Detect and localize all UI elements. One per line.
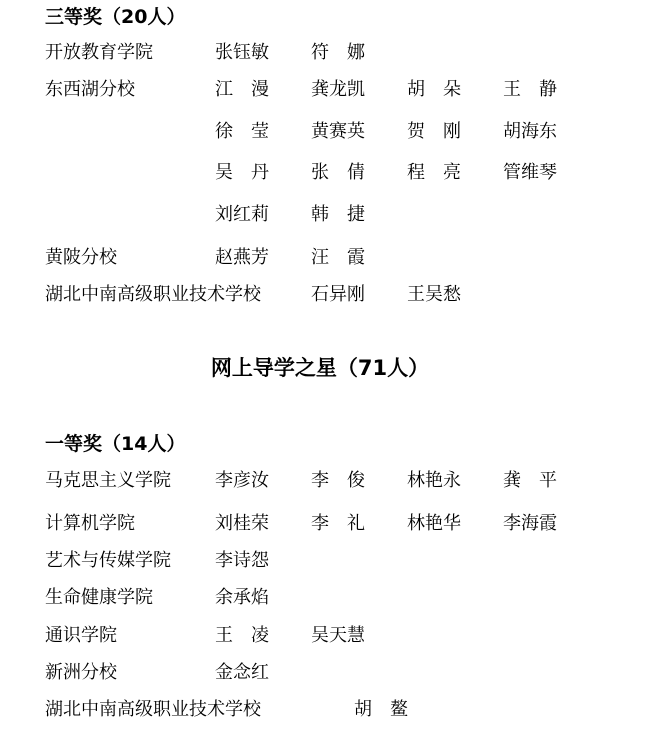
list-item bbox=[0, 549, 660, 573]
list-item bbox=[0, 661, 660, 685]
awardee-name: 林艳华 bbox=[407, 513, 461, 534]
awardee-name: 林艳永 bbox=[407, 470, 461, 491]
list-item bbox=[0, 246, 660, 270]
list-item bbox=[0, 120, 660, 144]
awardee-name: 张 倩 bbox=[311, 162, 365, 183]
list-item bbox=[0, 469, 660, 493]
awardee-name: 余承焰 bbox=[215, 587, 269, 608]
awardee-name: 黄赛英 bbox=[311, 121, 365, 142]
awardee-name: 王 静 bbox=[503, 79, 557, 100]
list-item bbox=[0, 161, 660, 185]
section-title: 网上导学之星（71人） bbox=[210, 356, 430, 380]
awardee-name: 张钰敏 bbox=[215, 42, 269, 63]
list-item bbox=[0, 586, 660, 610]
awardee-name: 符 娜 bbox=[311, 42, 365, 63]
org-name: 计算机学院 bbox=[45, 513, 135, 534]
list-item bbox=[0, 512, 660, 536]
list-item bbox=[0, 41, 660, 65]
org-name: 马克思主义学院 bbox=[45, 470, 171, 491]
awardee-name: 金念红 bbox=[215, 662, 269, 683]
awardee-name: 石异刚 bbox=[311, 284, 365, 305]
org-name: 湖北中南高级职业技术学校 bbox=[45, 284, 261, 305]
awardee-name: 吴 丹 bbox=[215, 162, 269, 183]
list-item bbox=[0, 698, 660, 722]
awardee-name: 胡海东 bbox=[503, 121, 557, 142]
org-name: 东西湖分校 bbox=[45, 79, 135, 100]
third-prize-heading: 三等奖（20人） bbox=[45, 6, 186, 28]
awardee-name: 李诗怨 bbox=[215, 550, 269, 571]
awardee-name: 李 礼 bbox=[311, 513, 365, 534]
awardee-name: 王 凌 bbox=[215, 625, 269, 646]
org-name: 开放教育学院 bbox=[45, 42, 153, 63]
awardee-name: 李 俊 bbox=[311, 470, 365, 491]
awardee-name: 韩 捷 bbox=[311, 204, 365, 225]
org-name: 生命健康学院 bbox=[45, 587, 153, 608]
awardee-name: 龚 平 bbox=[503, 470, 557, 491]
awardee-name: 吴天慧 bbox=[311, 625, 365, 646]
org-name: 新洲分校 bbox=[45, 662, 117, 683]
awardee-name: 刘红莉 bbox=[215, 204, 269, 225]
awardee-name: 管维琴 bbox=[503, 162, 557, 183]
awardee-name: 龚龙凯 bbox=[311, 79, 365, 100]
list-item bbox=[0, 283, 660, 307]
awardee-name: 赵燕芳 bbox=[215, 247, 269, 268]
awardee-name: 程 亮 bbox=[407, 162, 461, 183]
org-name: 通识学院 bbox=[45, 625, 117, 646]
list-item bbox=[0, 203, 660, 227]
list-item bbox=[0, 78, 660, 102]
awardee-name: 胡 鳌 bbox=[354, 699, 408, 720]
awardee-name: 汪 霞 bbox=[311, 247, 365, 268]
list-item bbox=[0, 624, 660, 648]
awardee-name: 贺 刚 bbox=[407, 121, 461, 142]
awardee-name: 江 漫 bbox=[215, 79, 269, 100]
org-name: 湖北中南高级职业技术学校 bbox=[45, 699, 261, 720]
awardee-name: 刘桂荣 bbox=[215, 513, 269, 534]
awardee-name: 胡 朵 bbox=[407, 79, 461, 100]
first-prize-heading: 一等奖（14人） bbox=[45, 433, 186, 455]
awardee-name: 王吴愁 bbox=[407, 284, 461, 305]
awardee-name: 李海霞 bbox=[503, 513, 557, 534]
org-name: 黄陂分校 bbox=[45, 247, 117, 268]
org-name: 艺术与传媒学院 bbox=[45, 550, 171, 571]
awardee-name: 徐 莹 bbox=[215, 121, 269, 142]
awardee-name: 李彦汝 bbox=[215, 470, 269, 491]
